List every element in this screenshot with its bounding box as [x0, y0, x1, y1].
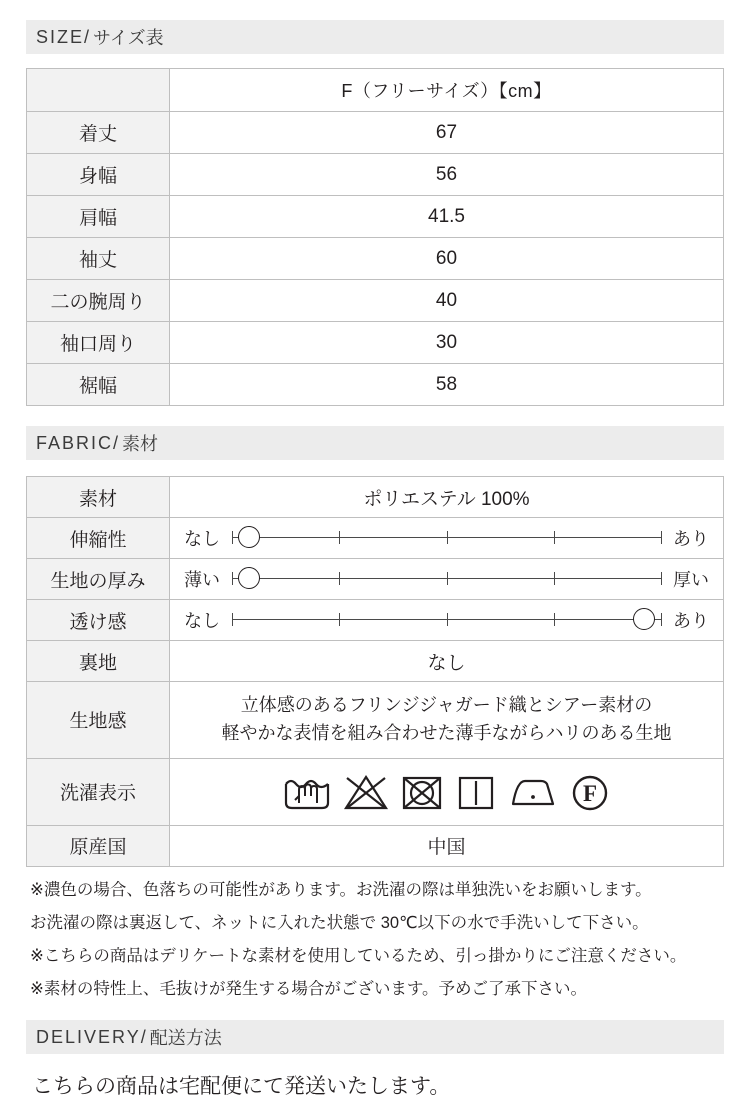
thickness-scale-track	[232, 567, 661, 591]
table-row	[27, 518, 724, 559]
care-note-3: ※素材の特性上、毛抜けが発生する場合がございます。予めご了承下さい。	[30, 979, 588, 998]
care-notes	[26, 867, 724, 1002]
scale-tick	[232, 613, 233, 626]
size-row-value-0: 67	[170, 112, 724, 154]
fabric-stretch-value	[170, 518, 724, 559]
size-row-value-6: 58	[170, 364, 724, 406]
size-row-label-1: 身幅	[27, 154, 170, 196]
table-row	[27, 280, 724, 322]
scale-tick	[554, 572, 555, 585]
table-row	[27, 477, 724, 518]
size-row-label-4: 二の腕周り	[27, 280, 170, 322]
line-dry-icon	[453, 770, 499, 814]
sheer-scale	[170, 601, 723, 639]
size-row-label-0: 着丈	[27, 112, 170, 154]
fabric-feel-line2: 軽やかな表情を組み合わせた薄手ながらハリのある生地	[221, 722, 672, 743]
fabric-wash-value	[170, 758, 724, 825]
scale-tick	[232, 531, 233, 544]
thickness-right-label: 厚い	[673, 570, 709, 590]
fabric-feel-label: 生地感	[27, 682, 170, 759]
scale-tick	[232, 572, 233, 585]
delivery-text: こちらの商品は宅配便にて発送いたします。	[32, 1075, 451, 1099]
table-row	[27, 196, 724, 238]
care-note-1: お洗濯の際は裏返して、ネットに入れた状態で 30℃以下の水で手洗いして下さい。	[30, 913, 649, 932]
sheer-left-label: なし	[184, 611, 220, 631]
svg-text:F: F	[582, 780, 597, 806]
fabric-material-value: ポリエステル 100%	[170, 477, 724, 518]
size-table-header-value: F（フリーサイズ）【cm】	[170, 69, 724, 112]
section-header-fabric-en: FABRIC/	[36, 432, 121, 453]
fabric-table	[26, 476, 724, 867]
section-header-fabric-jp: 素材	[122, 434, 159, 454]
no-tumble-dry-icon	[399, 770, 445, 814]
size-row-value-2: 41.5	[170, 196, 724, 238]
fabric-thickness-value	[170, 559, 724, 600]
care-note-2: ※こちらの商品はデリケートな素材を使用しているため、引っ掛かりにご注意ください。	[30, 946, 687, 965]
fabric-lining-value: なし	[170, 641, 724, 682]
stretch-marker	[238, 526, 260, 548]
scale-tick	[661, 572, 662, 585]
size-row-label-2: 肩幅	[27, 196, 170, 238]
care-note-0: ※濃色の場合、色落ちの可能性があります。お洗濯の際は単独洗いをお願いします。	[30, 880, 652, 899]
fabric-sheer-value	[170, 600, 724, 641]
scale-tick	[339, 613, 340, 626]
fabric-wash-label: 洗濯表示	[27, 758, 170, 825]
section-header-delivery-en: DELIVERY/	[36, 1026, 148, 1047]
scale-tick	[554, 531, 555, 544]
table-row	[27, 112, 724, 154]
fabric-feel-line1: 立体感のあるフリンジジャガード織とシアー素材の	[240, 695, 653, 715]
table-row	[27, 600, 724, 641]
size-table	[26, 68, 724, 406]
stretch-right-label: あり	[673, 529, 709, 549]
section-header-fabric	[26, 426, 724, 460]
scale-tick	[447, 531, 448, 544]
scale-tick	[339, 572, 340, 585]
size-row-label-5: 袖口周り	[27, 322, 170, 364]
table-row	[27, 69, 724, 112]
wash-care-symbols	[170, 759, 723, 825]
fabric-origin-value: 中国	[170, 825, 724, 866]
fabric-thickness-label: 生地の厚み	[27, 559, 170, 600]
low-iron-icon	[507, 770, 559, 814]
thickness-left-label: 薄い	[184, 570, 220, 590]
fabric-material-label: 素材	[27, 477, 170, 518]
scale-tick	[661, 531, 662, 544]
section-header-delivery-jp: 配送方法	[149, 1028, 222, 1049]
section-header-size	[26, 20, 724, 54]
table-row	[27, 758, 724, 825]
table-row	[27, 238, 724, 280]
fabric-feel-value	[170, 682, 724, 759]
table-row	[27, 322, 724, 364]
no-bleach-icon	[341, 770, 391, 814]
stretch-scale-track	[232, 526, 661, 550]
scale-tick	[554, 613, 555, 626]
size-row-label-6: 裾幅	[27, 364, 170, 406]
sheer-scale-track	[232, 608, 661, 632]
thickness-marker	[238, 567, 260, 589]
fabric-lining-label: 裏地	[27, 641, 170, 682]
professional-cleaning-f-icon	[567, 770, 613, 814]
stretch-left-label: なし	[184, 529, 220, 549]
table-row	[27, 154, 724, 196]
fabric-stretch-label: 伸縮性	[27, 518, 170, 559]
fabric-origin-label: 原産国	[27, 825, 170, 866]
section-header-size-jp: サイズ表	[93, 28, 164, 48]
thickness-scale	[170, 560, 723, 598]
size-row-value-3: 60	[170, 238, 724, 280]
scale-tick	[661, 613, 662, 626]
stretch-scale	[170, 519, 723, 557]
table-row	[27, 825, 724, 866]
scale-tick	[339, 531, 340, 544]
sheer-right-label: あり	[673, 611, 709, 631]
size-row-value-5: 30	[170, 322, 724, 364]
size-table-header-blank	[27, 69, 170, 112]
sheer-marker	[633, 608, 655, 630]
size-row-value-1: 56	[170, 154, 724, 196]
fabric-sheer-label: 透け感	[27, 600, 170, 641]
size-row-value-4: 40	[170, 280, 724, 322]
table-row	[27, 641, 724, 682]
scale-tick	[447, 613, 448, 626]
size-row-label-3: 袖丈	[27, 238, 170, 280]
section-header-size-en: SIZE/	[36, 26, 92, 47]
section-header-delivery	[26, 1020, 724, 1054]
table-row	[27, 559, 724, 600]
table-row	[27, 364, 724, 406]
table-row	[27, 682, 724, 759]
scale-tick	[447, 572, 448, 585]
hand-wash-icon	[281, 770, 333, 814]
